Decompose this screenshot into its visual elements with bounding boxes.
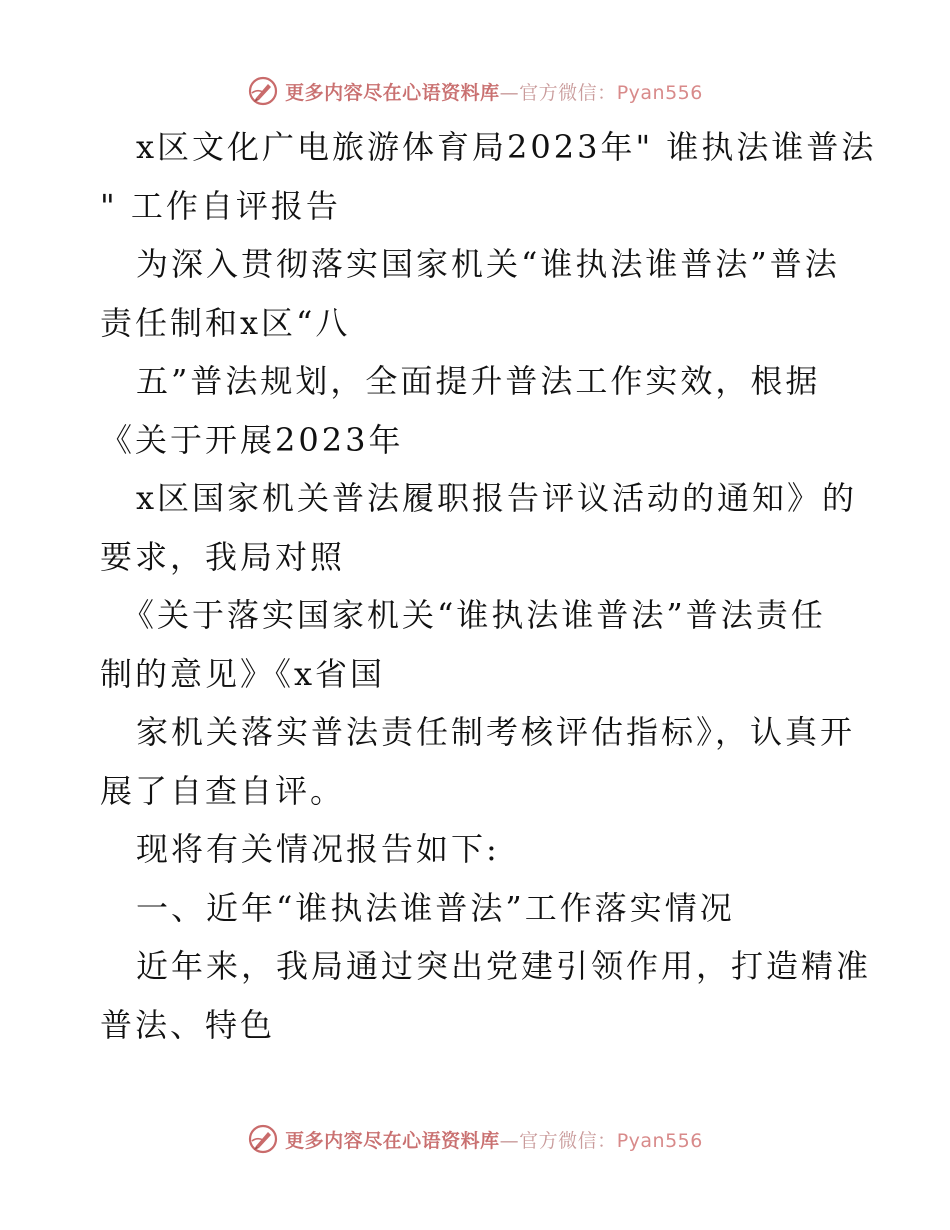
- watermark-handle: Pyan556: [616, 81, 703, 104]
- paragraph-line: 五”普法规划，全面提升普法工作实效，根据: [136, 362, 821, 400]
- watermark-official-label: 官方微信：: [519, 1129, 617, 1152]
- watermark-text: [285, 78, 703, 105]
- section-heading: 一、近年“谁执法谁普法”工作落实情况: [136, 889, 735, 927]
- paragraph-line: 普法、特色: [100, 1006, 276, 1044]
- paragraph-line: 制的意见》《x省国: [100, 655, 386, 693]
- paragraph-line: 现将有关情况报告如下:: [136, 830, 500, 868]
- paragraph-line: 责任制和x区“八: [100, 304, 351, 342]
- watermark-handle: Pyan556: [616, 1129, 703, 1152]
- watermark-separator: —: [499, 81, 520, 104]
- pen-logo-icon: [247, 75, 279, 107]
- paragraph-line: 为深入贯彻落实国家机关“谁执法谁普法”普法: [136, 245, 840, 283]
- paragraph-line: 家机关落实普法责任制考核评估指标》，认真开: [136, 713, 856, 751]
- paragraph-line: x区国家机关普法履职报告评议活动的通知》的: [136, 479, 858, 517]
- watermark-brand: 更多内容尽在心语资料库: [285, 1129, 500, 1152]
- watermark-brand: 更多内容尽在心语资料库: [285, 81, 500, 104]
- paragraph-line: 展了自查自评。: [100, 772, 346, 810]
- header-watermark: [0, 71, 950, 111]
- watermark-text: [285, 1126, 703, 1153]
- footer-watermark: [0, 1119, 950, 1159]
- paragraph-line: 《关于开展2023年: [100, 421, 404, 459]
- title-line-2: " 工作自评报告: [100, 187, 341, 225]
- paragraph-line: 《关于落实国家机关“谁执法谁普法”普法责任: [122, 596, 826, 634]
- title-line-1: x区文化广电旅游体育局2023年" 谁执法谁普法: [136, 128, 877, 166]
- paragraph-line: 要求，我局对照: [100, 538, 346, 576]
- paragraph-line: 近年来，我局通过突出党建引领作用，打造精准: [136, 947, 872, 985]
- pen-logo-icon: [247, 1123, 279, 1155]
- watermark-official-label: 官方微信：: [519, 81, 617, 104]
- watermark-separator: —: [499, 1129, 520, 1152]
